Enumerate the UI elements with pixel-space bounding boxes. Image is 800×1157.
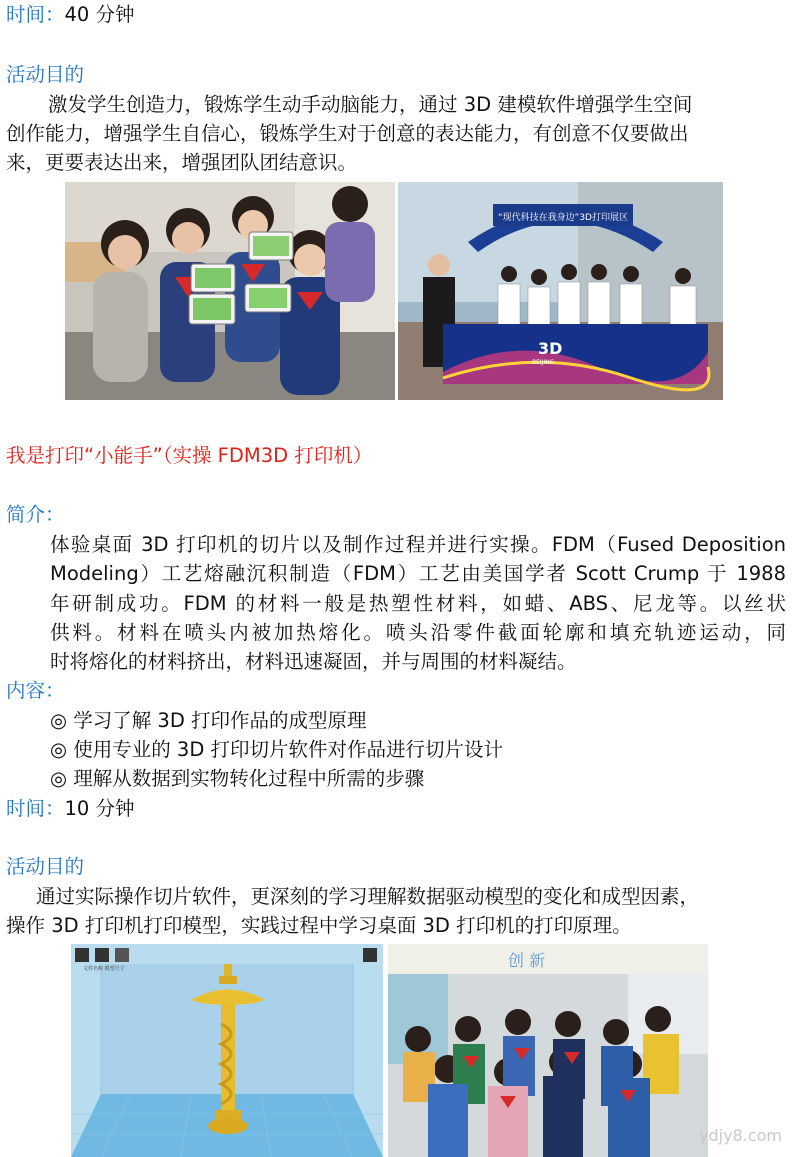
view-icon[interactable] <box>363 948 377 962</box>
intro-line: 供料。材料在喷头内被加热熔化。喷头沿零件截面轮廓和填充轨迹运动，同 <box>50 621 786 644</box>
classroom-photo <box>388 944 708 1157</box>
content-heading: 内容： <box>6 679 65 702</box>
content-item: ◎ 学习了解 3D 打印作品的成型原理 <box>50 709 367 732</box>
save-icon[interactable] <box>95 948 109 962</box>
content-item: ◎ 理解从数据到实物转化过程中所需的步骤 <box>50 767 425 790</box>
purpose-line: 来，更要表达出来，增强团队团结意识。 <box>6 151 358 174</box>
load-icon[interactable] <box>75 948 89 962</box>
booth-sub-label: BEIJING <box>532 359 555 366</box>
intro-heading: 简介： <box>6 503 65 526</box>
file-info-text: 文件名称 模型尺寸 <box>83 966 125 972</box>
section-title: 我是打印“小能手”（实操 FDM3D 打印机） <box>6 444 373 467</box>
content-item: ◎ 使用专业的 3D 打印切片软件对作品进行切片设计 <box>50 738 504 761</box>
time-row-2 <box>6 794 135 824</box>
purpose-line: 创作能力，增强学生自信心，锻炼学生对于创意的表达能力，有创意不仅要做出 <box>6 122 689 145</box>
intro-line: Modeling）工艺熔融沉积制造（FDM）工艺由美国学者 Scott Crump 于 1988 <box>50 562 786 585</box>
booth-banner-text: “现代科技在我身边”3D打印展区 <box>498 213 628 223</box>
purpose-line: 激发学生创造力，锻炼学生动手动脑能力，通过 3D 建模软件增强学生空间 <box>48 93 693 116</box>
time-value: 40 分钟 <box>64 3 135 26</box>
watermark: ydjy8.com <box>699 1126 782 1145</box>
time-row-1 <box>6 0 135 30</box>
intro-line: 年研制成功。FDM 的材料一般是热塑性材料，如蜡、ABS、尼龙等。以丝状 <box>50 592 786 615</box>
slicing-software-screenshot <box>71 944 383 1157</box>
booth-3d-label: 3D <box>538 339 563 358</box>
purpose-line: 操作 3D 打印机打印模型，实践过程中学习桌面 3D 打印机的打印原理。 <box>6 914 632 937</box>
purpose-heading: 活动目的 <box>6 855 85 878</box>
students-tablets-photo <box>65 182 395 400</box>
purpose-line: 通过实际操作切片软件，更深刻的学习理解数据驱动模型的变化和成型因素， <box>36 885 700 908</box>
booth-photo <box>398 182 723 400</box>
intro-line: 体验桌面 3D 打印机的切片以及制作过程并进行实操。FDM（Fused Deposition <box>50 533 786 556</box>
time-value: 10 分钟 <box>64 797 135 820</box>
export-icon[interactable] <box>115 948 129 962</box>
intro-line: 时将熔化的材料挤出，材料迅速凝固，并与周围的材料凝结。 <box>50 650 577 673</box>
time-label: 时间： <box>6 3 65 26</box>
time-label: 时间： <box>6 797 65 820</box>
purpose-heading: 活动目的 <box>6 63 85 86</box>
classroom-banner: 创 新 <box>508 951 546 970</box>
